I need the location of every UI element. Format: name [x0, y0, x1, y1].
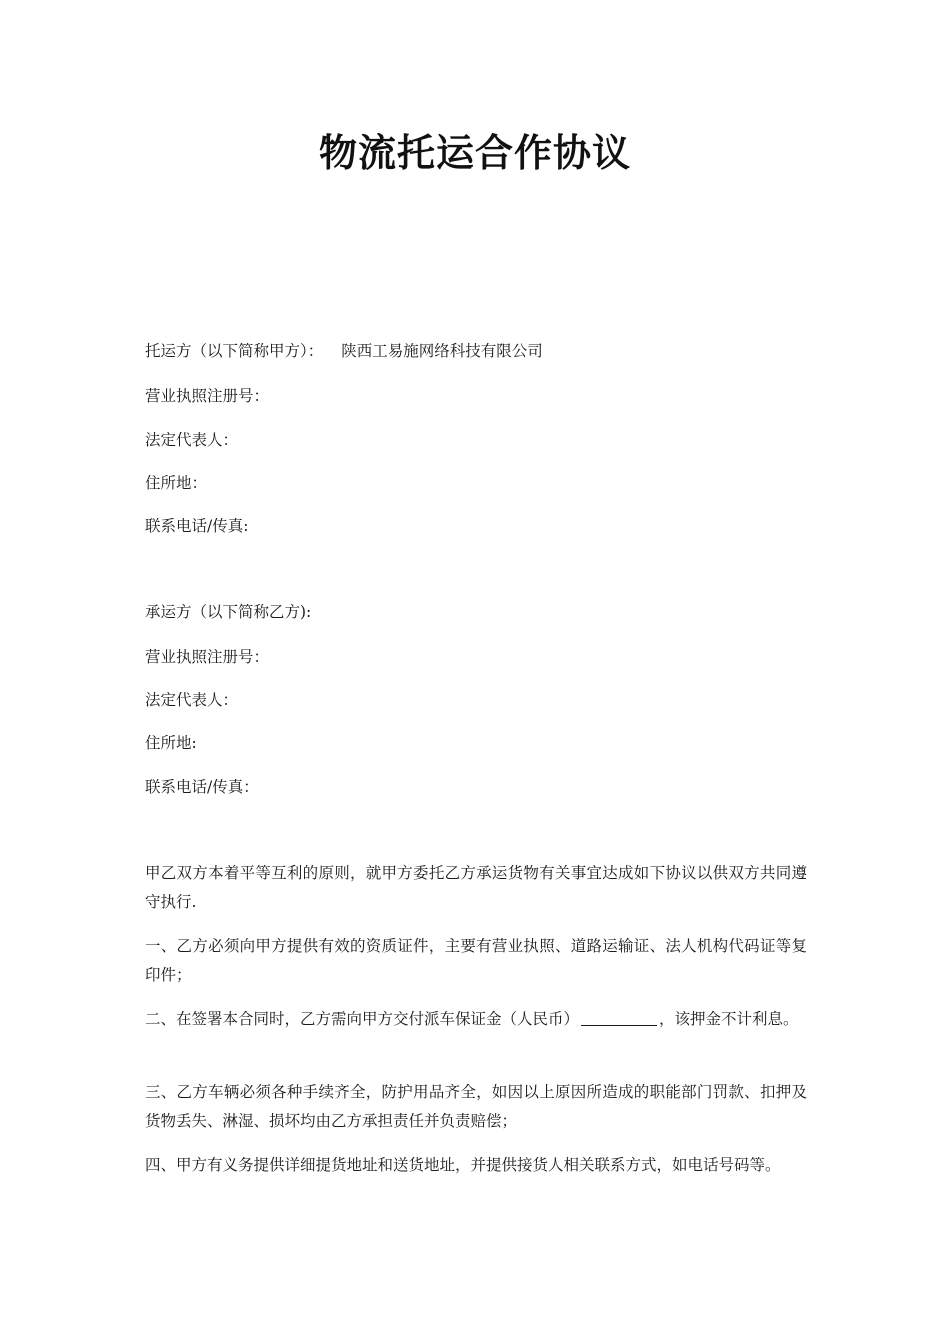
party-b-phone-fax-label: 联系电话/传真：: [145, 778, 259, 796]
deposit-amount-blank: [581, 1009, 657, 1026]
party-b-license-label: 营业执照注册号：: [145, 648, 270, 666]
clause-2-text-before: 二、在签署本合同时，乙方需向甲方交付派车保证金（人民币）: [145, 1010, 580, 1028]
party-a-license-label: 营业执照注册号：: [145, 387, 270, 405]
clause-1-paragraph: 一、乙方必须向甲方提供有效的资质证件，主要有营业执照、道路运输证、法人机构代码证等复印件；: [145, 937, 807, 984]
party-b-legal-rep-label: 法定代表人：: [145, 691, 239, 709]
preamble-paragraph: 甲乙双方本着平等互利的原则，就甲方委托乙方承运货物有关事宜达成如下协议以供双方共同遵守执行.: [145, 864, 807, 911]
clause-4-paragraph: 四、甲方有义务提供详细提货地址和送货地址，并提供接货人相关联系方式，如电话号码等。: [145, 1156, 781, 1174]
party-a-address-label: 住所地：: [145, 474, 208, 492]
clause-3-paragraph: 三、乙方车辆必须各种手续齐全，防护用品齐全，如因以上原因所造成的职能部门罚款、扣押及货物丢失、淋湿、损坏均由乙方承担责任并负责赔偿；: [145, 1083, 807, 1130]
party-a-heading: 托运方（以下简称甲方）：: [145, 342, 324, 360]
party-a-legal-rep-label: 法定代表人：: [145, 431, 239, 449]
clause-2-text-after: ，该押金不计利息。: [659, 1010, 799, 1028]
party-a-phone-fax-label: 联系电话/传真:: [145, 517, 249, 535]
party-a-heading-line: [145, 341, 543, 361]
party-b-address-label: 住所地:: [145, 734, 197, 752]
party-b-heading: 承运方（以下简称乙方):: [145, 603, 312, 621]
document-title: 物流托运合作协议: [318, 130, 631, 175]
clause-2-paragraph: [145, 1005, 807, 1034]
party-a-company: 陕西工易施网络科技有限公司: [341, 342, 543, 360]
